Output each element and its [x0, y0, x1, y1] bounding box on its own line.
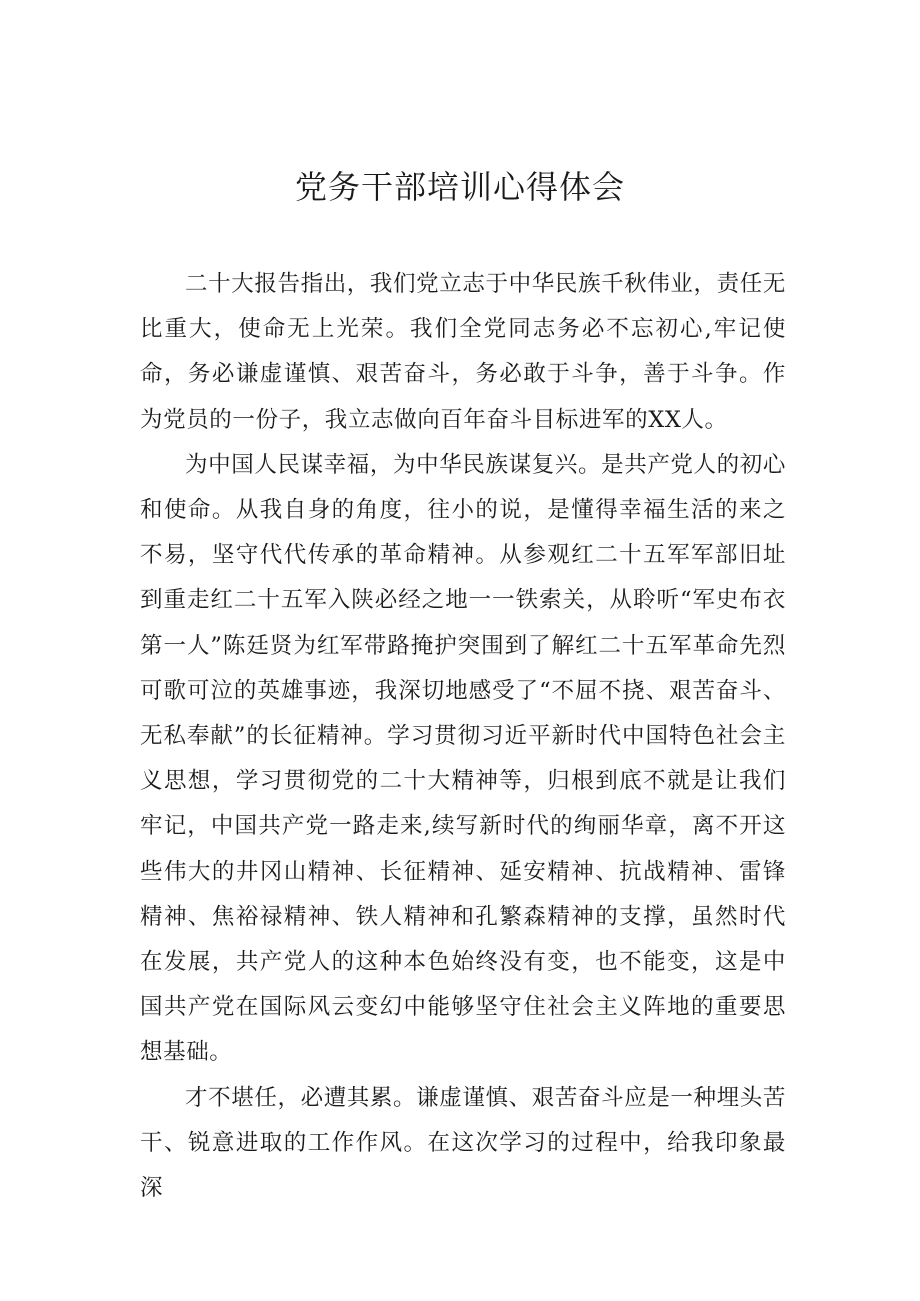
- paragraph-2: 为中国人民谋幸福，为中华民族谋复兴。是共产党人的初心和使命。从我自身的角度，往小的说，是懂得幸福生活的来之不易，坚守代代传承的革命精神。从参观红二十五军军部旧址到重走红二十五军入陕必经之地一一铁索关，从聆听“军史布衣第一人”陈廷贤为红军带路掩护突围到了解红二十五军革命先烈可歌可泣的英雄事迹，我深切地感受了“不屈不挠、艰苦奋斗、无私奉献”的长征精神。学习贯彻习近平新时代中国特色社会主义思想，学习贯彻党的二十大精神等，归根到底不就是让我们牢记，中国共产党一路走来,续写新时代的绚丽华章，离不开这些伟大的井冈山精神、长征精神、延安精神、抗战精神、雷锋精神、焦裕禄精神、铁人精神和孔繁森精神的支撑，虽然时代在发展，共产党人的这种本色始终没有变，也不能变，这是中国共产党在国际风云变幻中能够坚守住社会主义阵地的重要思想基础。: [140, 451, 786, 1066]
- paragraph-3: 才不堪任，必遭其累。谦虚谨慎、艰苦奋斗应是一种埋头苦干、锐意进取的工作作风。在这次学习的过程中，给我印象最深: [140, 1084, 786, 1202]
- paragraph-1: 二十大报告指出，我们党立志于中华民族千秋伟业，责任无比重大，使命无上光荣。我们全党同志务必不忘初心,牢记使命，务必谦虚谨慎、艰苦奋斗，务必敢于斗争，善于斗争。作为党员的一份子，我立志做向百年奋斗目标进军的XX人。: [140, 271, 786, 433]
- document-body: [140, 262, 786, 1211]
- document-title: 党务干部培训心得体会: [294, 168, 625, 206]
